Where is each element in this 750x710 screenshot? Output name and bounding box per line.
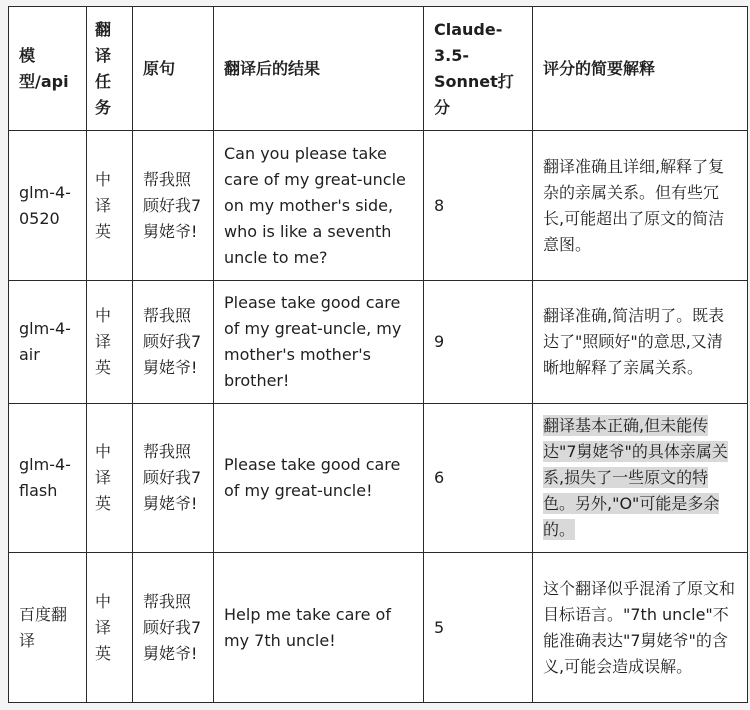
cell-result: Please take good care of my great-uncle, my mother's mother's brother! (214, 281, 424, 404)
table-row (9, 281, 748, 404)
cell-score: 9 (424, 281, 533, 404)
header-explanation: 评分的简要解释 (533, 7, 748, 131)
header-task: 翻译任务 (87, 7, 133, 131)
table-row (9, 131, 748, 281)
cell-task: 中译英 (87, 404, 133, 553)
cell-source: 帮我照顾好我7舅姥爷! (133, 553, 214, 703)
cell-source: 帮我照顾好我7舅姥爷! (133, 281, 214, 404)
table-row (9, 553, 748, 703)
cell-score: 5 (424, 553, 533, 703)
cell-result: Help me take care of my 7th uncle! (214, 553, 424, 703)
header-result: 翻译后的结果 (214, 7, 424, 131)
translation-evaluation-table (8, 6, 748, 703)
cell-explanation[interactable] (533, 404, 748, 553)
cell-model: 百度翻译 (9, 553, 87, 703)
cell-result: Please take good care of my great-uncle! (214, 404, 424, 553)
cell-score: 6 (424, 404, 533, 553)
cell-score: 8 (424, 131, 533, 281)
header-model: 模型/api (9, 7, 87, 131)
cell-source: 帮我照顾好我7舅姥爷! (133, 404, 214, 553)
header-source: 原句 (133, 7, 214, 131)
highlighted-explanation-text[interactable]: 翻译基本正确,但未能传达"7舅姥爷"的具体亲属关系,损失了一些原文的特色。另外,"O"可能是多余的。 (543, 416, 728, 539)
cell-task: 中译英 (87, 281, 133, 404)
cell-task: 中译英 (87, 131, 133, 281)
cell-explanation: 翻译准确,简洁明了。既表达了"照顾好"的意思,又清晰地解释了亲属关系。 (533, 281, 748, 404)
cell-task: 中译英 (87, 553, 133, 703)
cell-model: glm-4-air (9, 281, 87, 404)
cell-model: glm-4-flash (9, 404, 87, 553)
header-score: Claude-3.5-Sonnet打分 (424, 7, 533, 131)
cell-explanation: 翻译准确且详细,解释了复杂的亲属关系。但有些冗长,可能超出了原文的简洁意图。 (533, 131, 748, 281)
cell-source: 帮我照顾好我7舅姥爷! (133, 131, 214, 281)
cell-explanation: 这个翻译似乎混淆了原文和目标语言。"7th uncle"不能准确表达"7舅姥爷"的含义,可能会造成误解。 (533, 553, 748, 703)
cell-model: glm-4-0520 (9, 131, 87, 281)
table-header-row (9, 7, 748, 131)
cell-result: Can you please take care of my great-uncle on my mother's side, who is like a seventh uncle to me? (214, 131, 424, 281)
table-row (9, 404, 748, 553)
